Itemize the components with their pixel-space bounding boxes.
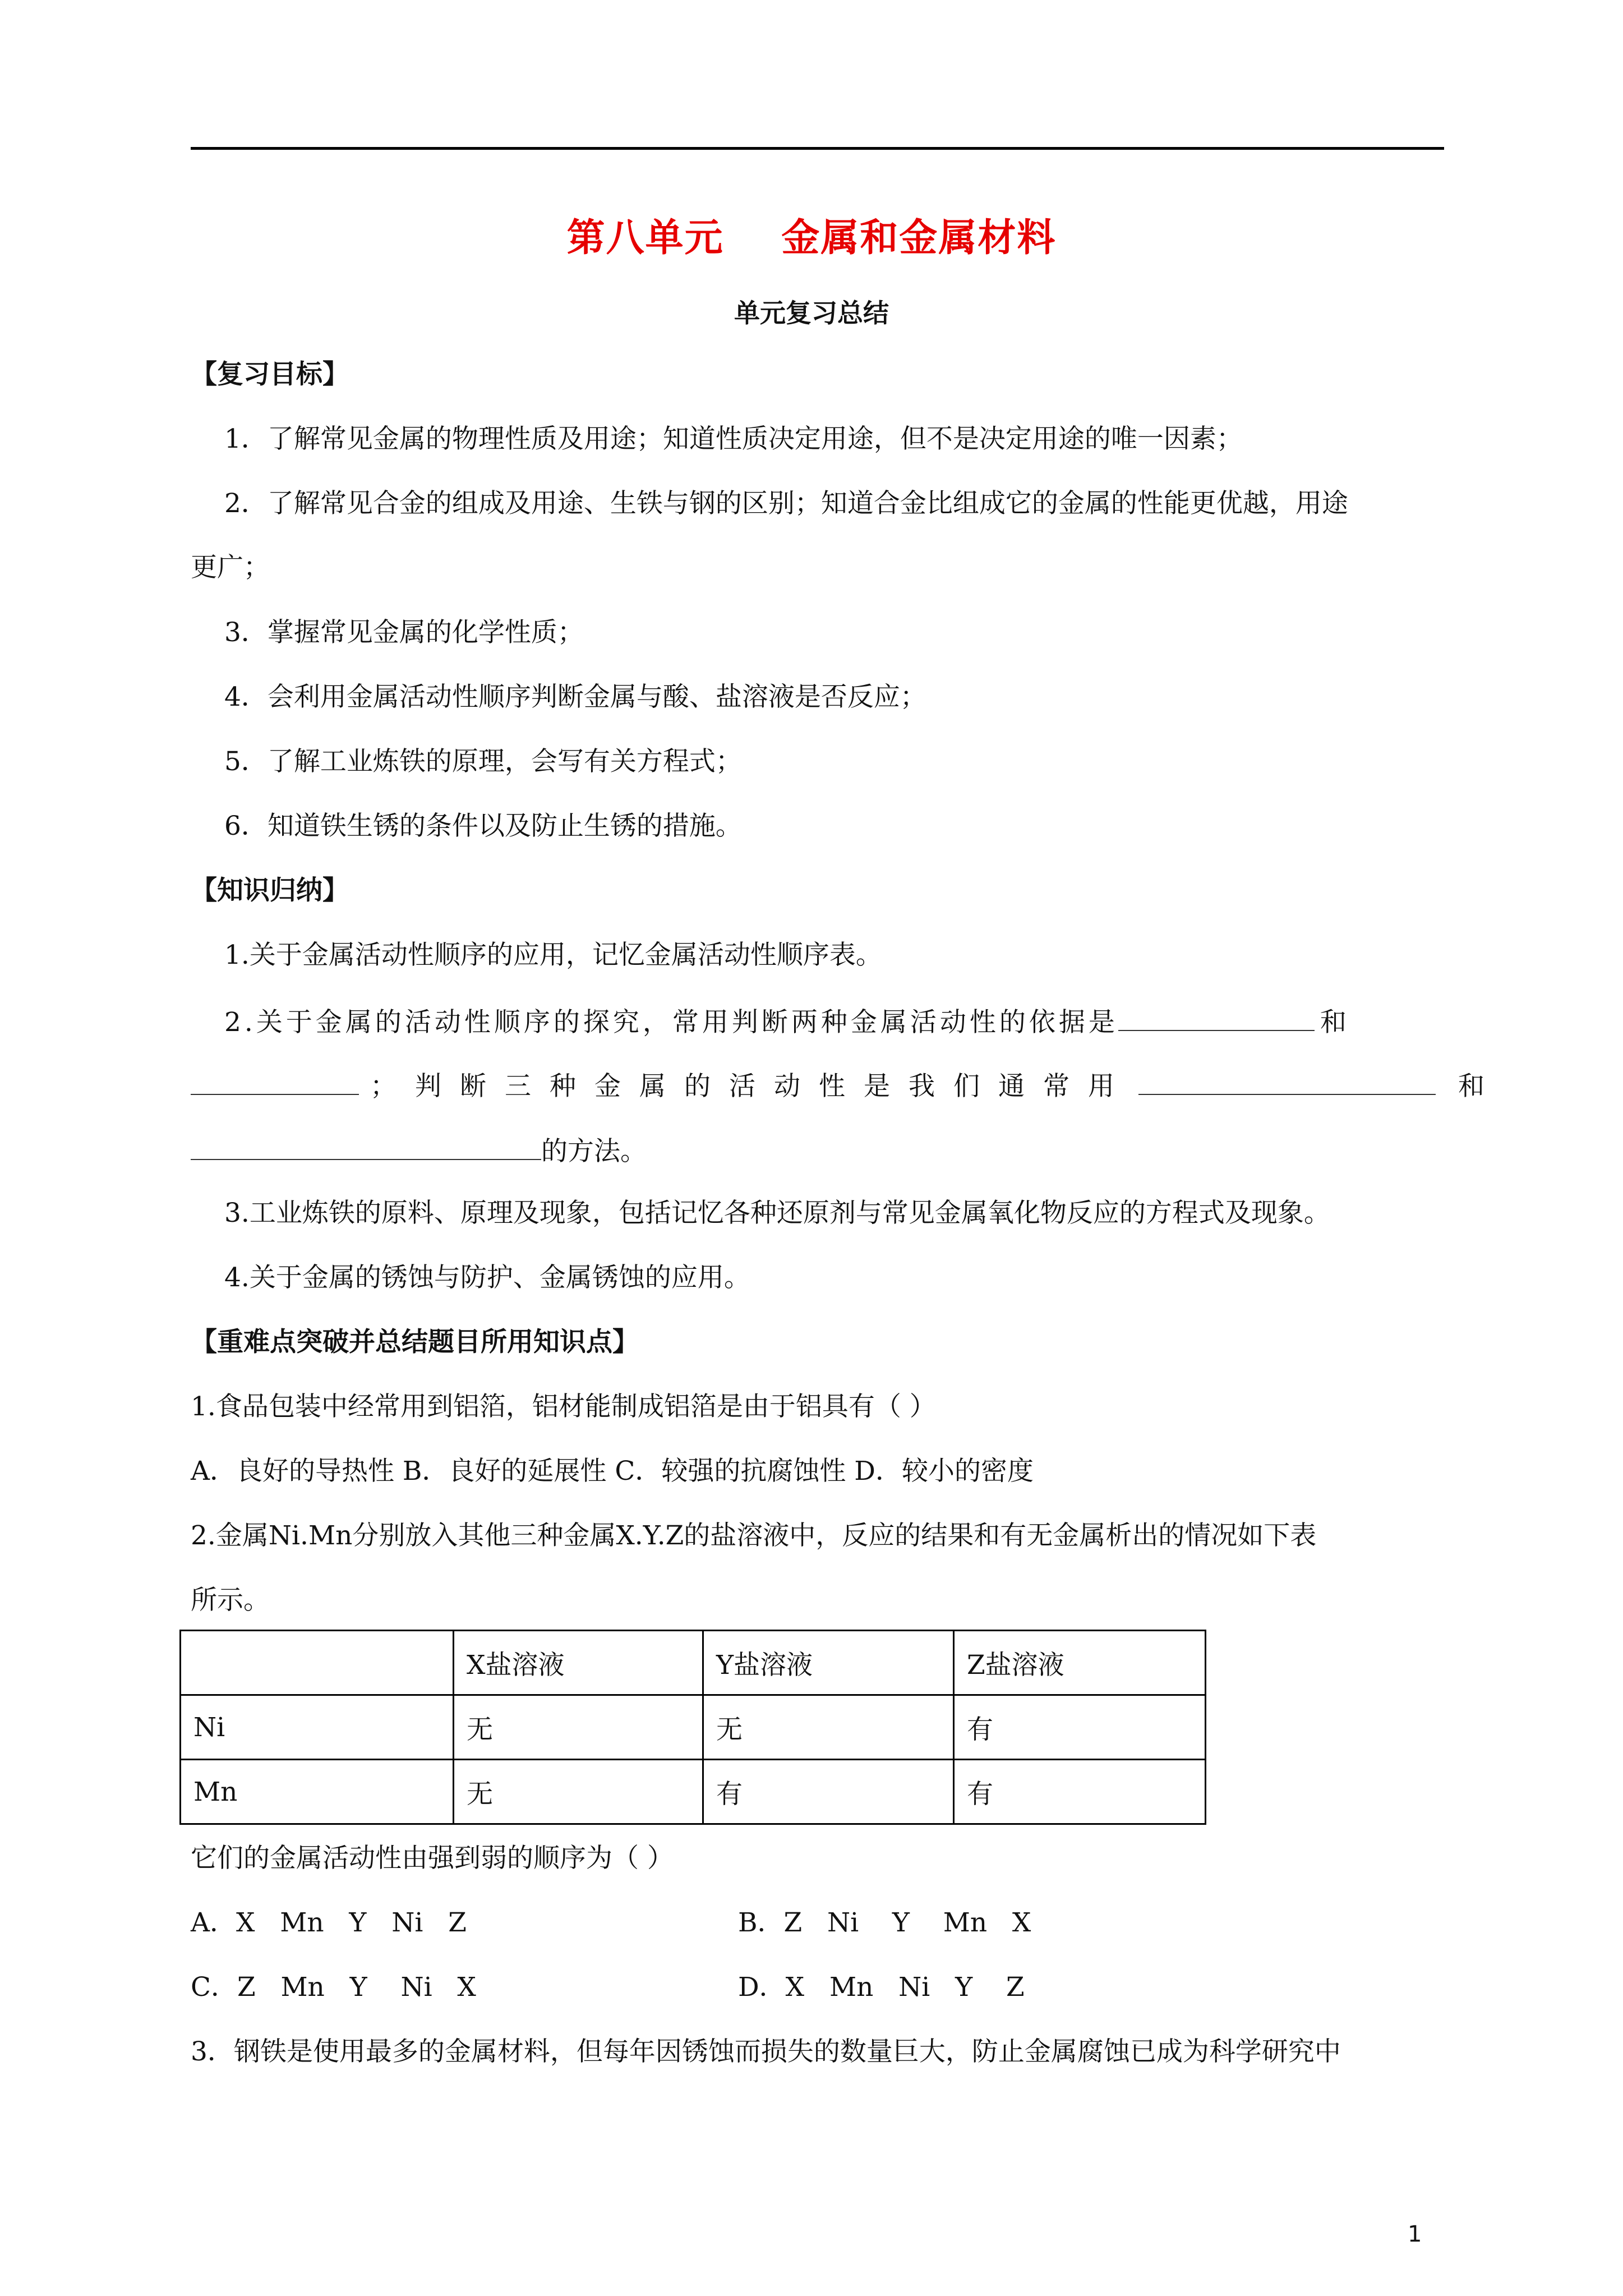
answer-blank[interactable]: [191, 1133, 541, 1160]
goal-item: 6．知道铁生锈的条件以及防止生锈的措施。: [224, 811, 742, 841]
goal-item: 3．掌握常见金属的化学性质；: [224, 617, 584, 648]
table-cell: 有: [703, 1760, 954, 1824]
goal-item-continued: 更广；: [191, 552, 270, 583]
knowledge-item: 4.关于金属的锈蚀与防护、金属锈蚀的应用。: [224, 1262, 750, 1293]
table-cell: Mn: [181, 1760, 454, 1824]
knowledge-item-fill: [191, 1068, 1484, 1102]
table-header-cell: Z盐溶液: [954, 1631, 1206, 1695]
goals-heading: 【复习目标】: [191, 359, 349, 390]
knowledge-item-fill: [224, 1004, 1347, 1038]
table-row: [181, 1760, 1206, 1824]
goal-item: 5．了解工业炼铁的原理，会写有关方程式；: [224, 746, 742, 777]
question-3-stem: 3．钢铁是使用最多的金属材料，但每年因锈蚀而损失的数量巨大，防止金属腐蚀已成为科学研究中: [191, 2036, 1341, 2067]
page-title: 第八单元 金属和金属材料: [566, 215, 1057, 260]
knowledge-text: 2.关于金属的活动性顺序的探究，常用判断两种金属活动性的依据是: [224, 1007, 1118, 1038]
question-2-option-a: A．X Mn Y Ni Z: [191, 1907, 467, 1938]
page-number: 1: [1408, 2221, 1422, 2247]
question-2-stem: 2.金属Ni.Mn分别放入其他三种金属X.Y.Z的盐溶液中，反应的结果和有无金属析出的情况如下表: [191, 1520, 1317, 1551]
goal-item: 1．了解常见金属的物理性质及用途；知道性质决定用途，但不是决定用途的唯一因素；: [224, 424, 1243, 454]
table-header-row: [181, 1631, 1206, 1695]
table-cell: 无: [703, 1695, 954, 1760]
table-header-cell: Y盐溶液: [703, 1631, 954, 1695]
knowledge-item: 3.工业炼铁的原料、原理及现象，包括记忆各种还原剂与常见金属氧化物反应的方程式及现象。: [224, 1198, 1330, 1228]
knowledge-text: 和: [1458, 1071, 1484, 1102]
table-row: [181, 1695, 1206, 1760]
knowledge-item: 1.关于金属活动性顺序的应用，记忆金属活动性顺序表。: [224, 940, 882, 970]
table-cell: 有: [954, 1760, 1206, 1824]
page-subtitle: 单元复习总结: [734, 298, 889, 328]
answer-blank[interactable]: [1118, 1004, 1315, 1031]
knowledge-text: 的方法。: [541, 1136, 647, 1167]
reaction-table: [179, 1630, 1206, 1825]
table-header-cell: X盐溶液: [454, 1631, 703, 1695]
table-cell: 有: [954, 1695, 1206, 1760]
table-cell: 无: [454, 1695, 703, 1760]
question-1-options: A．良好的导热性 B．良好的延展性 C．较强的抗腐蚀性 D．较小的密度: [191, 1456, 1034, 1487]
table-cell: Ni: [181, 1695, 454, 1760]
table-cell: 无: [454, 1760, 703, 1824]
knowledge-text: ；判断三种金属的活动性是我们通常用: [370, 1071, 1133, 1102]
goal-item: 2．了解常见合金的组成及用途、生铁与钢的区别；知道合金比组成它的金属的性能更优越，用途: [224, 488, 1348, 519]
table-cell: [181, 1631, 454, 1695]
knowledge-item-fill: [191, 1133, 647, 1167]
header-rule: [191, 147, 1444, 150]
answer-blank[interactable]: [191, 1068, 359, 1095]
key-points-heading: 【重难点突破并总结题目所用知识点】: [191, 1327, 639, 1358]
goal-item: 4．会利用金属活动性顺序判断金属与酸、盐溶液是否反应；: [224, 682, 926, 712]
question-2-option-b: B．Z Ni Y Mn X: [738, 1907, 1031, 1938]
question-2-prompt: 它们的金属活动性由强到弱的顺序为（ ）: [191, 1843, 674, 1874]
question-1-stem: 1.食品包装中经常用到铝箔，铝材能制成铝箔是由于铝具有（ ）: [191, 1391, 936, 1422]
question-2-option-d: D．X Mn Ni Y Z: [738, 1972, 1025, 2003]
knowledge-heading: 【知识归纳】: [191, 875, 349, 906]
question-2-stem-continued: 所示。: [191, 1585, 270, 1616]
knowledge-text: 和: [1320, 1007, 1347, 1038]
answer-blank[interactable]: [1138, 1068, 1436, 1095]
question-2-option-c: C．Z Mn Y Ni X: [191, 1972, 476, 2003]
